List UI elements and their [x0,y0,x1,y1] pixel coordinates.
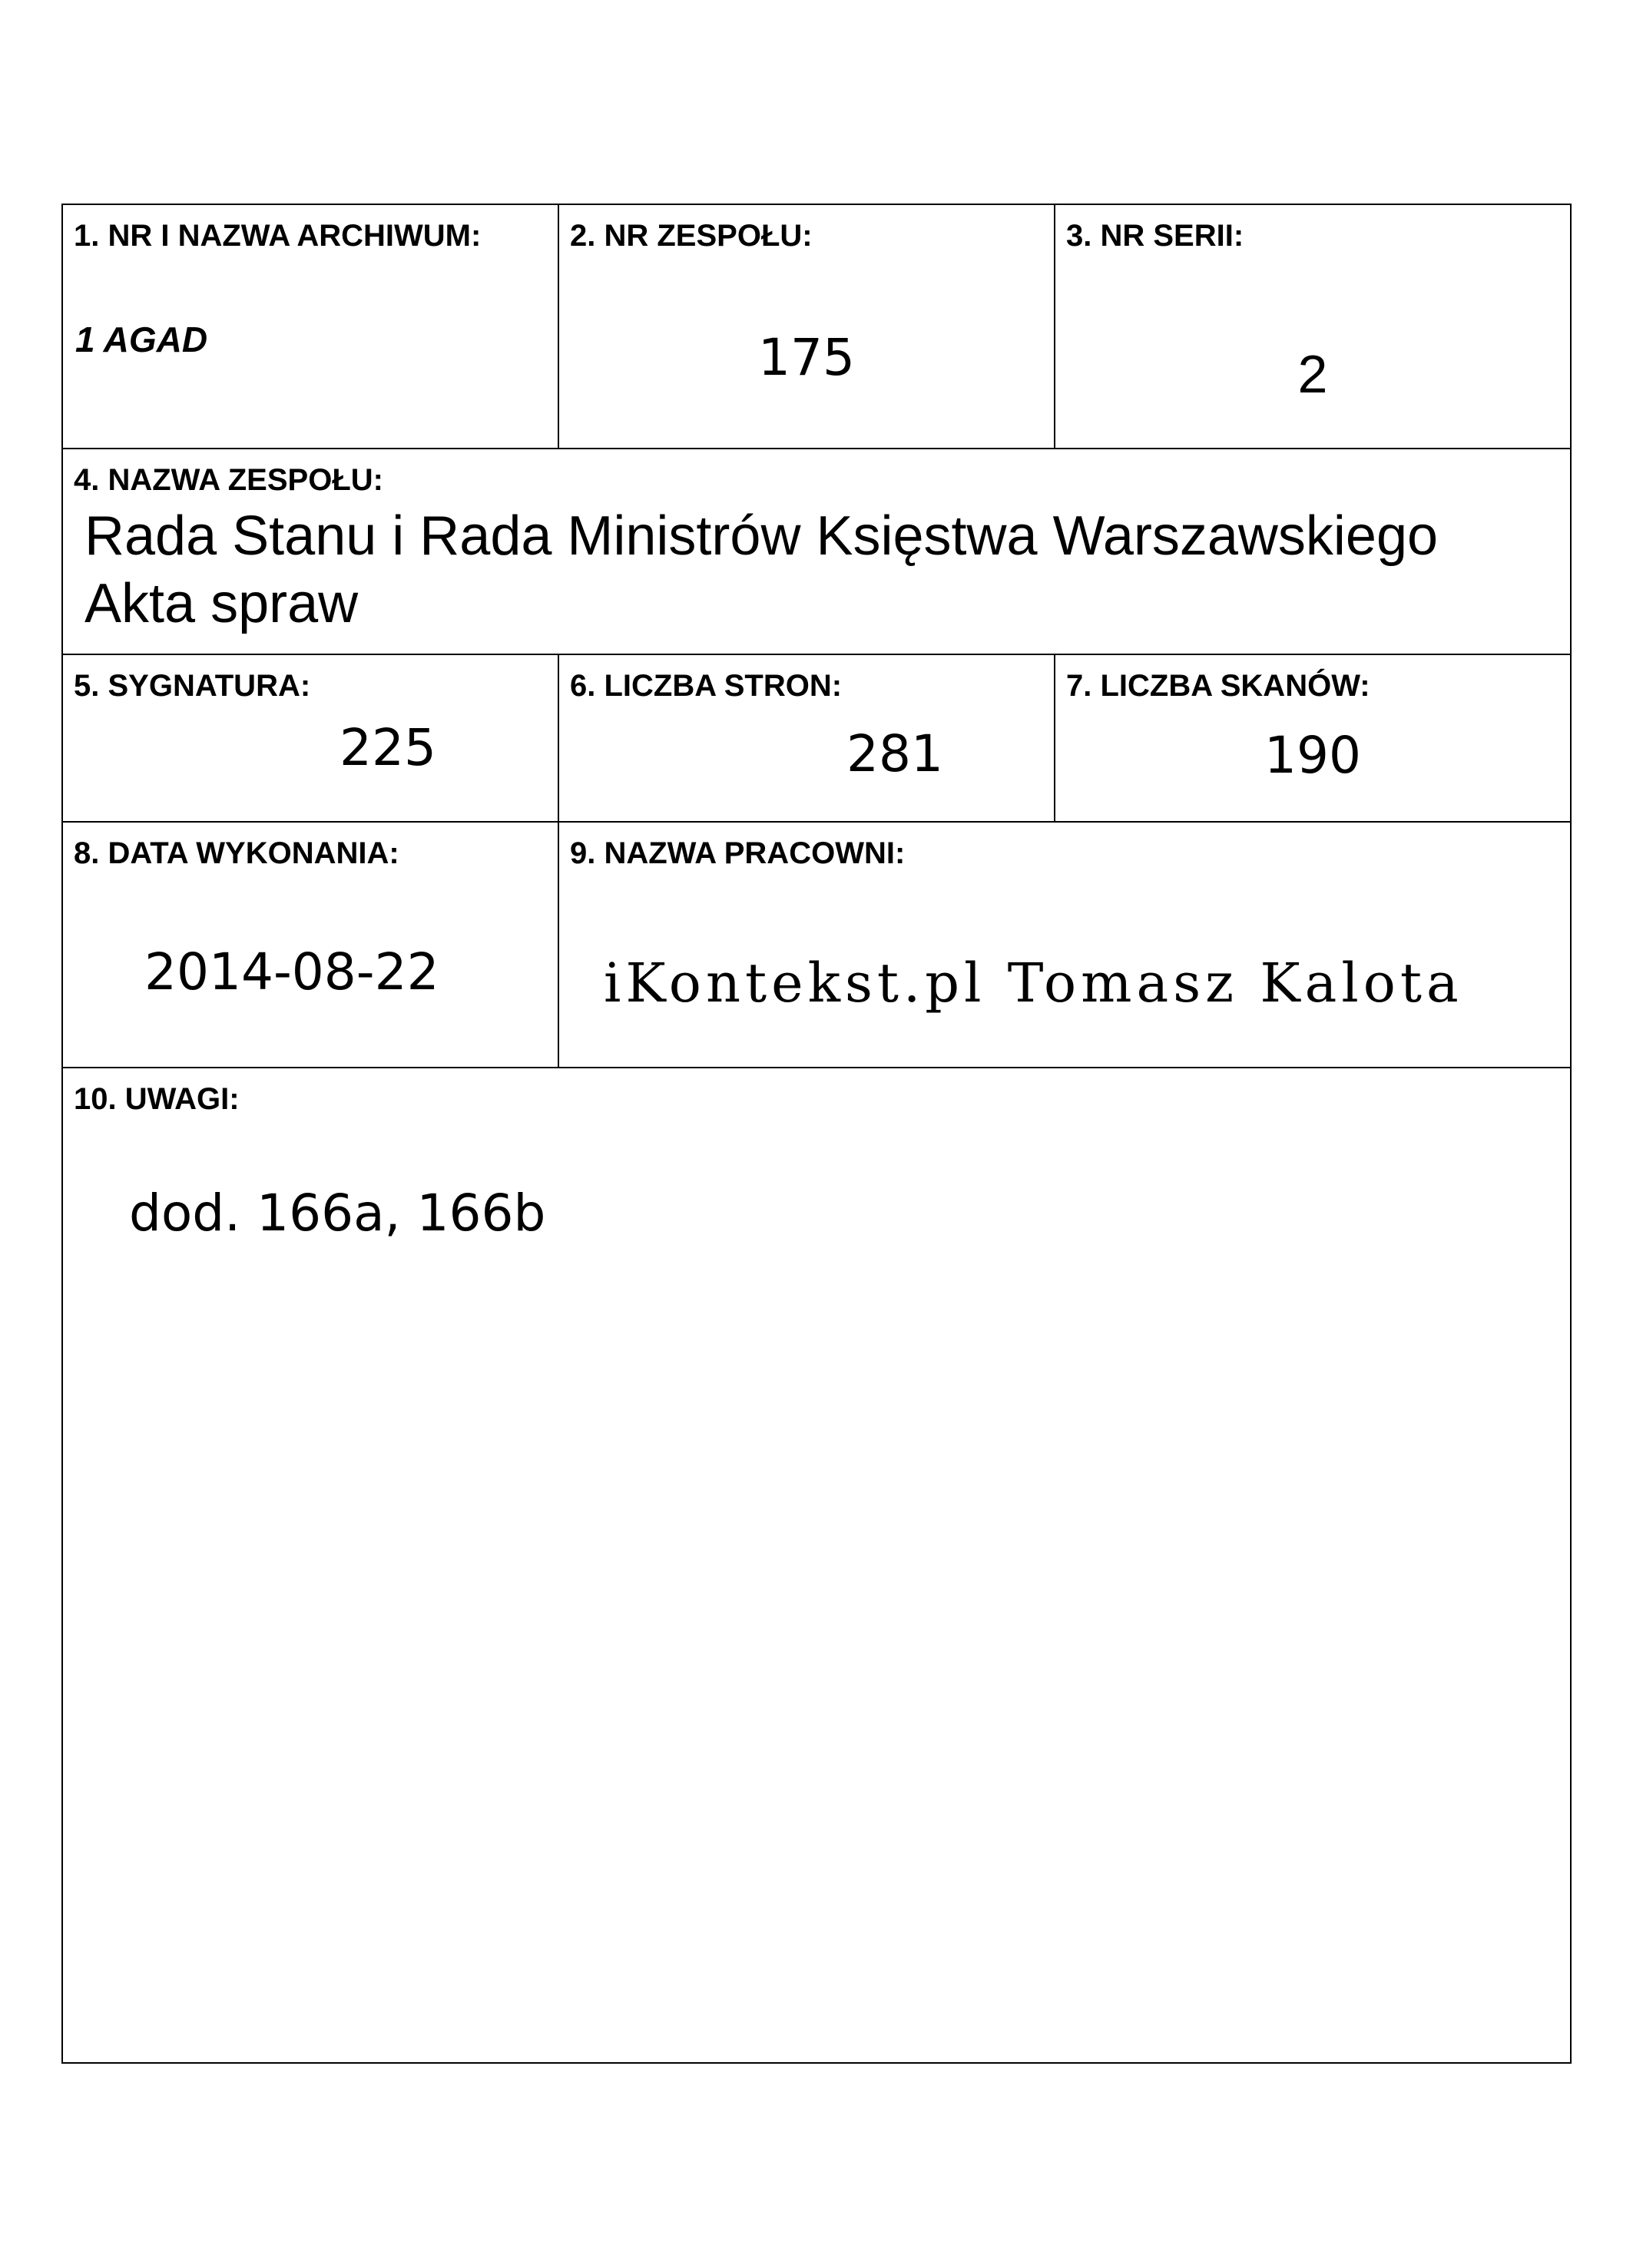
signature-label: 5. SYGNATURA: [74,669,311,703]
cell-page-count [559,655,1055,821]
workshop-value: iKontekst.pl Tomasz Kalota [604,952,1463,1015]
archive-value: 1 AGAD [75,320,208,359]
cell-series-number [1055,205,1570,448]
cell-archive [63,205,559,448]
date-label: 8. DATA WYKONANIA: [74,836,399,870]
archive-metadata-form [61,204,1572,2064]
series-number-label: 3. NR SERII: [1066,219,1244,253]
cell-date [63,823,559,1067]
signature-value: 225 [340,718,436,777]
cell-signature [63,655,559,821]
page-count-label: 6. LICZBA STRON: [570,669,843,703]
row-counts [63,655,1570,823]
archive-label: 1. NR I NAZWA ARCHIWUM: [74,219,482,253]
cell-fonds-name [63,449,1570,654]
cell-remarks [63,1068,1570,2062]
cell-workshop [559,823,1570,1067]
fonds-name-line-1: Rada Stanu i Rada Ministrów Księstwa Warszawskiego [84,505,1439,567]
row-remarks [63,1068,1570,2062]
date-value: 2014-08-22 [144,942,439,1002]
row-fonds-name [63,449,1570,655]
workshop-label: 9. NAZWA PRACOWNI: [570,836,906,870]
cell-fonds-number [559,205,1055,448]
scan-count-value: 190 [1264,726,1361,785]
row-date-workshop [63,823,1570,1068]
series-number-value: 2 [1297,344,1328,404]
remarks-value: dod. 166a, 166b [129,1184,546,1243]
fonds-name-line-2: Akta spraw [84,573,359,634]
page-count-value: 281 [846,724,943,783]
fonds-name-label: 4. NAZWA ZESPOŁU: [74,463,383,497]
fonds-number-label: 2. NR ZESPOŁU: [570,219,813,253]
row-archive-fonds-series [63,205,1570,449]
scan-count-label: 7. LICZBA SKANÓW: [1066,669,1370,703]
fonds-number-value: 175 [758,328,855,387]
remarks-label: 10. UWAGI: [74,1082,240,1116]
cell-scan-count [1055,655,1570,821]
